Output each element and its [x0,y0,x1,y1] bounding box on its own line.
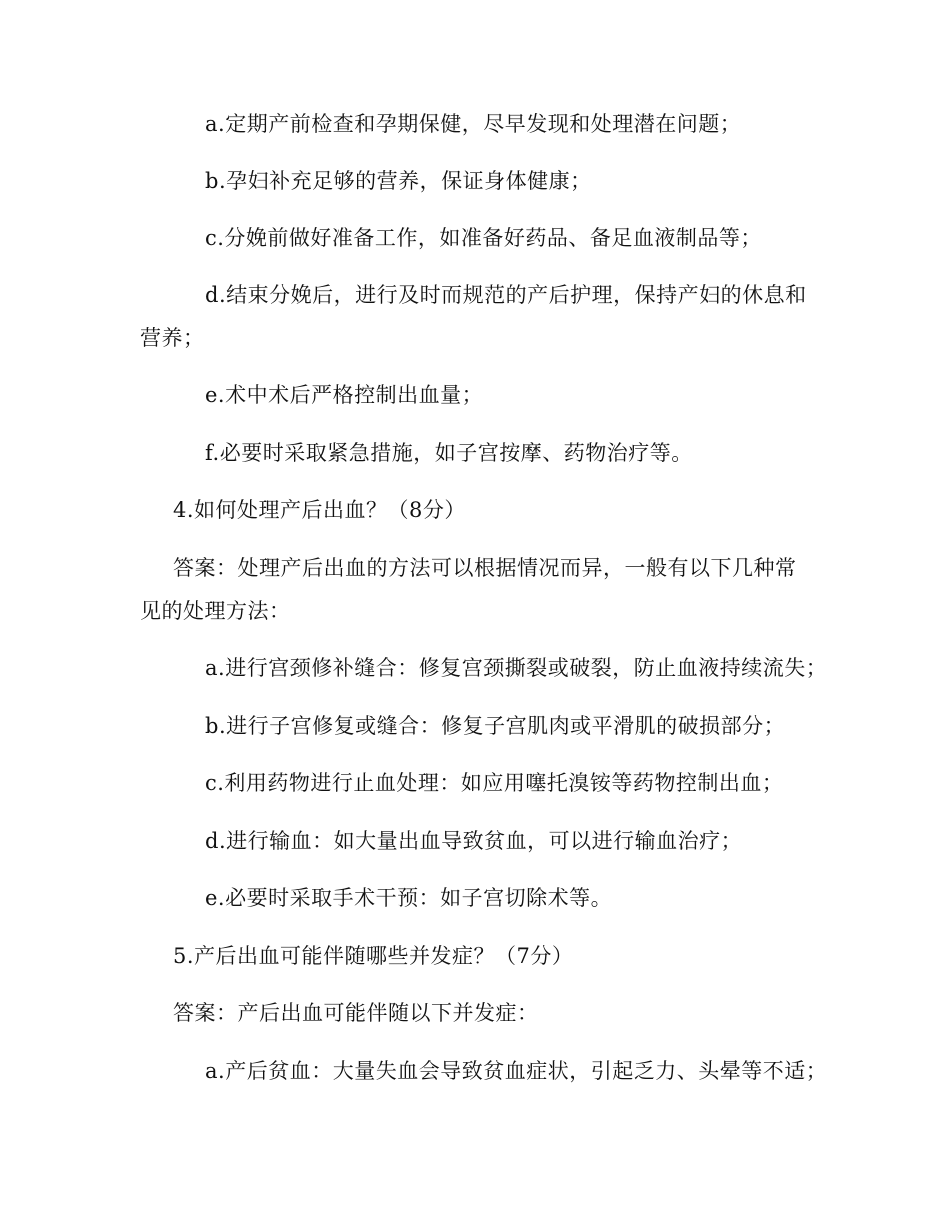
answer-4-item-c: c.利用药物进行止血处理：如应用噻托溴铵等药物控制出血； [205,771,784,795]
list-item-d-continuation: 营养； [140,326,205,350]
question-5-heading: 5.产后出血可能伴随哪些并发症？（7分） [173,944,574,968]
list-item-d: d.结束分娩后，进行及时而规范的产后护理，保持产妇的休息和 [205,283,807,307]
list-item-e: e.术中术后严格控制出血量； [205,383,484,407]
answer-5-paragraph: 答案：产后出血可能伴随以下并发症： [173,1001,539,1025]
answer-4-item-d: d.进行输血：如大量出血导致贫血，可以进行输血治疗； [205,829,743,853]
answer-4-continuation: 见的处理方法： [140,599,291,623]
list-item-c: c.分娩前做好准备工作，如准备好药品、备足血液制品等； [205,226,762,250]
question-4-heading: 4.如何处理产后出血？（8分） [173,498,466,522]
list-item-a: a.定期产前检查和孕期保健，尽早发现和处理潜在问题； [205,112,742,136]
list-item-f: f.必要时采取紧急措施，如子宫按摩、药物治疗等。 [205,441,693,465]
list-item-b: b.孕妇补充足够的营养，保证身体健康； [205,169,592,193]
answer-4-item-a: a.进行宫颈修补缝合：修复宫颈撕裂或破裂，防止血液持续流失； [205,656,828,680]
answer-4-paragraph: 答案：处理产后出血的方法可以根据情况而异，一般有以下几种常 [173,556,797,580]
answer-5-item-a: a.产后贫血：大量失血会导致贫血症状，引起乏力、头晕等不适； [205,1059,828,1083]
answer-4-item-e: e.必要时采取手术干预：如子宫切除术等。 [205,886,613,910]
answer-4-item-b: b.进行子宫修复或缝合：修复子宫肌肉或平滑肌的破损部分； [205,714,786,738]
